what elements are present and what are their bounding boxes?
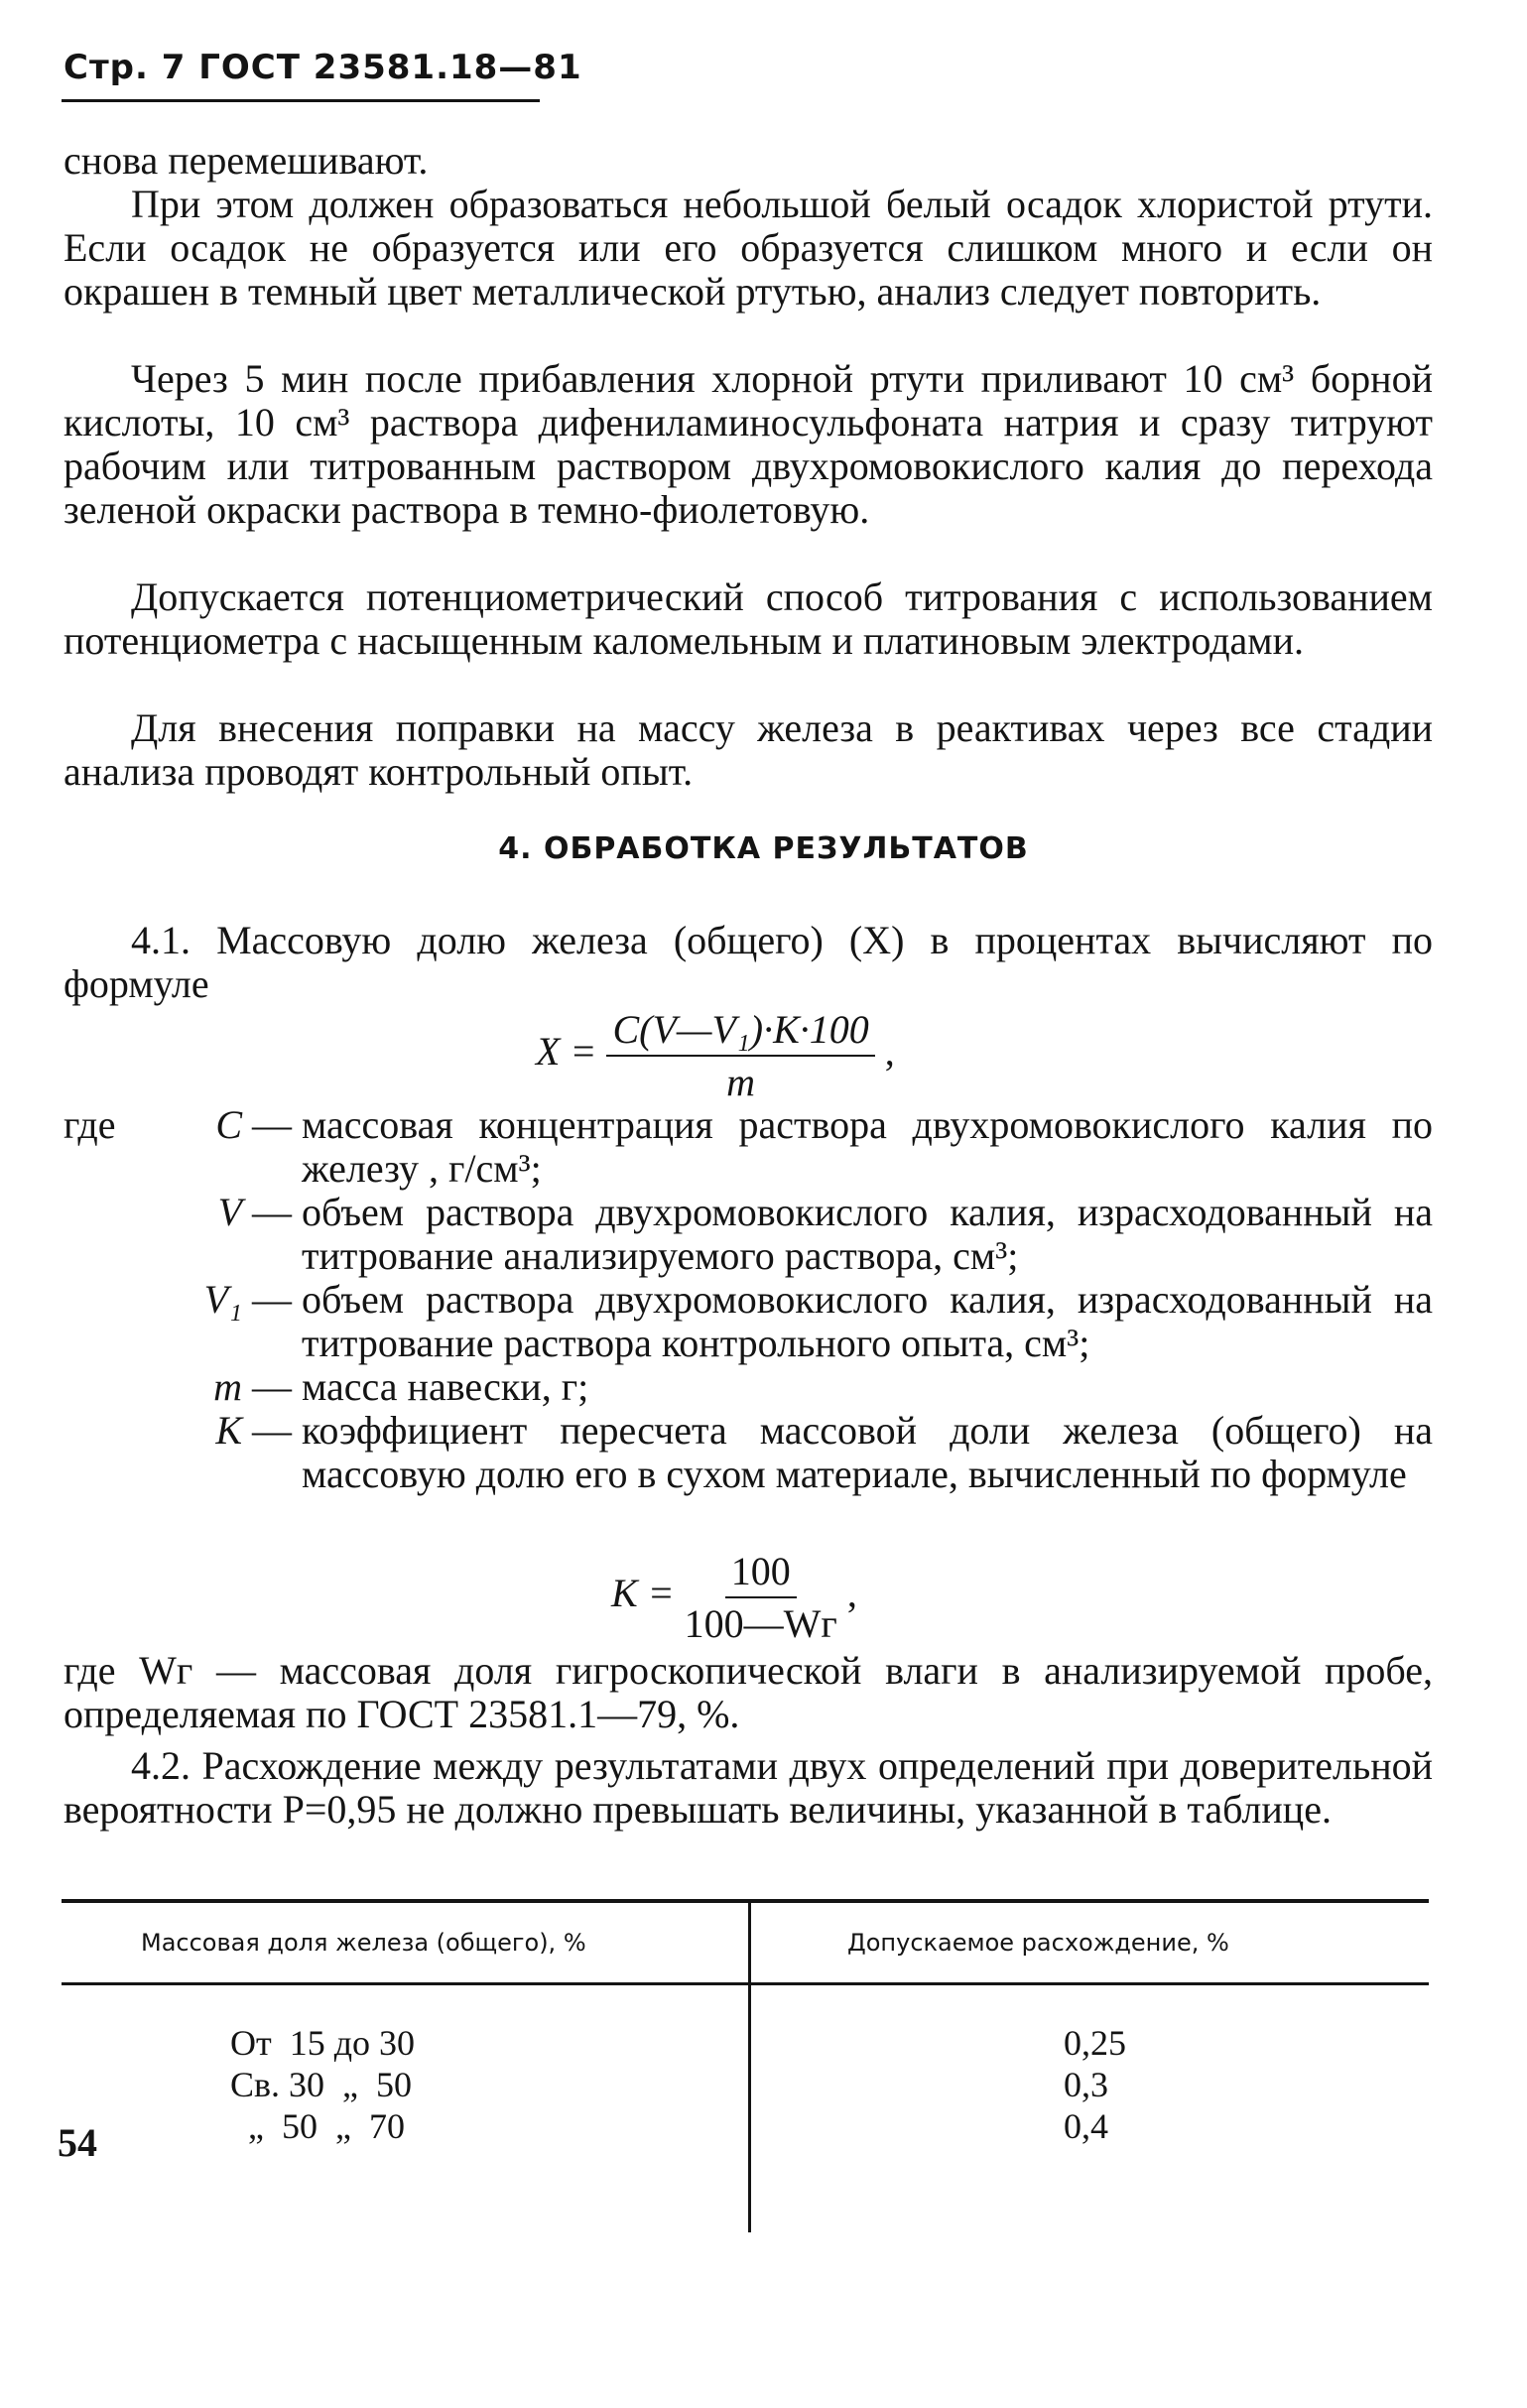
table-cell-range: „ 50 „ 70: [230, 2106, 405, 2146]
paragraph-3: Через 5 мин после прибавления хлорной ртути приливают 10 см³ борной кислоты, 10 см³ раствора дифениламиносульфоната натрия и сразу титруют рабочим или титрованным раствором двухромовокислого калия до перехода зеленой окраски раствора в темно-фиолетовую.: [64, 356, 1433, 532]
clause-4-2-text: 4.2. Расхождение между результатами двух определений при доверительной вероятности P=0,95 не должно превышать величины, указанной в таблице.: [64, 1743, 1433, 1832]
formula-k-numerator: 100: [725, 1548, 797, 1598]
definition-symbol: m: [213, 1364, 242, 1409]
paragraph-5: Для внесения поправки на массу железа в реактивах через все стадии анализа проводят контрольный опыт.: [64, 705, 1433, 794]
definition-v1: [64, 1278, 1433, 1365]
table-column-divider: [748, 1899, 751, 2232]
paragraph-2: При этом должен образоваться небольшой белый осадок хлористой ртути. Если осадок не образуется или его образуется слишком много и если он окрашен в темный цвет металлической ртутью, анализ следует повторить.: [64, 182, 1433, 314]
definition-dash: —: [252, 1364, 292, 1409]
definition-text: массовая концентрация раствора двухромовокислого калия по железу , г/см³;: [302, 1102, 1433, 1191]
definition-text: масса навески, г;: [302, 1364, 589, 1409]
definition-dash: —: [252, 1408, 292, 1453]
definition-k: [64, 1409, 1433, 1496]
table-cell-tolerance: 0,25: [1064, 2023, 1126, 2063]
formula-x-numerator: C(V—V₁)·K·100: [606, 1006, 874, 1057]
formula-x-denominator: m: [726, 1060, 756, 1104]
paragraph-4: Допускается потенциометрический способ титрования с использованием потенциометра с насыщенным каломельным и платиновым электродами.: [64, 574, 1433, 663]
table-column-tolerances: [1064, 2022, 1126, 2147]
formula-k-fraction: [685, 1548, 837, 1647]
table-cell-tolerance: 0,4: [1064, 2106, 1108, 2146]
definition-dash: —: [252, 1102, 292, 1147]
table-column-ranges: [230, 2022, 415, 2147]
definition-v: [64, 1191, 1433, 1278]
clause-4-1-text: 4.1. Массовую долю железа (общего) (X) в процентах вычисляют по формуле: [64, 918, 1433, 1006]
definition-symbol: C: [215, 1102, 242, 1147]
definition-dash: —: [252, 1277, 292, 1322]
table-cell-tolerance: 0,3: [1064, 2065, 1108, 2104]
table-top-rule: [62, 1899, 1429, 1903]
formula-x-trail: ,: [884, 1029, 895, 1075]
page-number: 54: [58, 2120, 97, 2165]
definition-dash: —: [252, 1190, 292, 1234]
definition-text: объем раствора двухромовокислого калия, израсходованный на титрование раствора контрольного опыта, см³;: [302, 1277, 1433, 1365]
definition-symbol: K: [215, 1408, 242, 1453]
section-title: 4. ОБРАБОТКА РЕЗУЛЬТАТОВ: [498, 831, 1029, 866]
paragraph-1: снова перемешивают.: [64, 138, 429, 183]
definition-text: объем раствора двухромовокислого калия, израсходованный на титрование анализируемого раствора, см³;: [302, 1190, 1433, 1278]
formula-k-denominator: 100—Wг: [684, 1601, 837, 1646]
definition-symbol: V: [217, 1190, 242, 1234]
definition-m: [64, 1365, 1433, 1409]
table-header-rule: [62, 1982, 1429, 1985]
formula-k: [611, 1548, 857, 1647]
formula-x: [536, 1006, 895, 1105]
definition-symbol: V₁: [203, 1277, 242, 1322]
formula-x-fraction: [606, 1006, 874, 1105]
where-label: где: [64, 1102, 116, 1147]
definition-text: коэффициент пересчета массовой доли железа (общего) на массовую долю его в сухом материале, вычисленный по формуле: [302, 1408, 1433, 1496]
table-cell-range: От 15 до 30: [230, 2023, 416, 2063]
running-head: Стр. 7 ГОСТ 23581.18—81: [64, 48, 582, 87]
header-rule: [62, 99, 540, 102]
table-header-tolerance: Допускаемое расхождение, %: [847, 1929, 1229, 1957]
formula-x-lhs: X =: [536, 1029, 597, 1075]
table-cell-range: Св. 30 „ 50: [230, 2065, 412, 2104]
where-w-definition: где Wг — массовая доля гигроскопической влаги в анализируемой пробе, определяемая по ГОСТ 23581.1—79, %.: [64, 1648, 1433, 1736]
definitions-list: [64, 1103, 1433, 1496]
formula-k-lhs: K =: [611, 1571, 675, 1616]
definition-c: [64, 1103, 1433, 1191]
table-header-mass-fraction: Массовая доля железа (общего), %: [141, 1929, 586, 1957]
formula-k-trail: ,: [846, 1571, 857, 1616]
